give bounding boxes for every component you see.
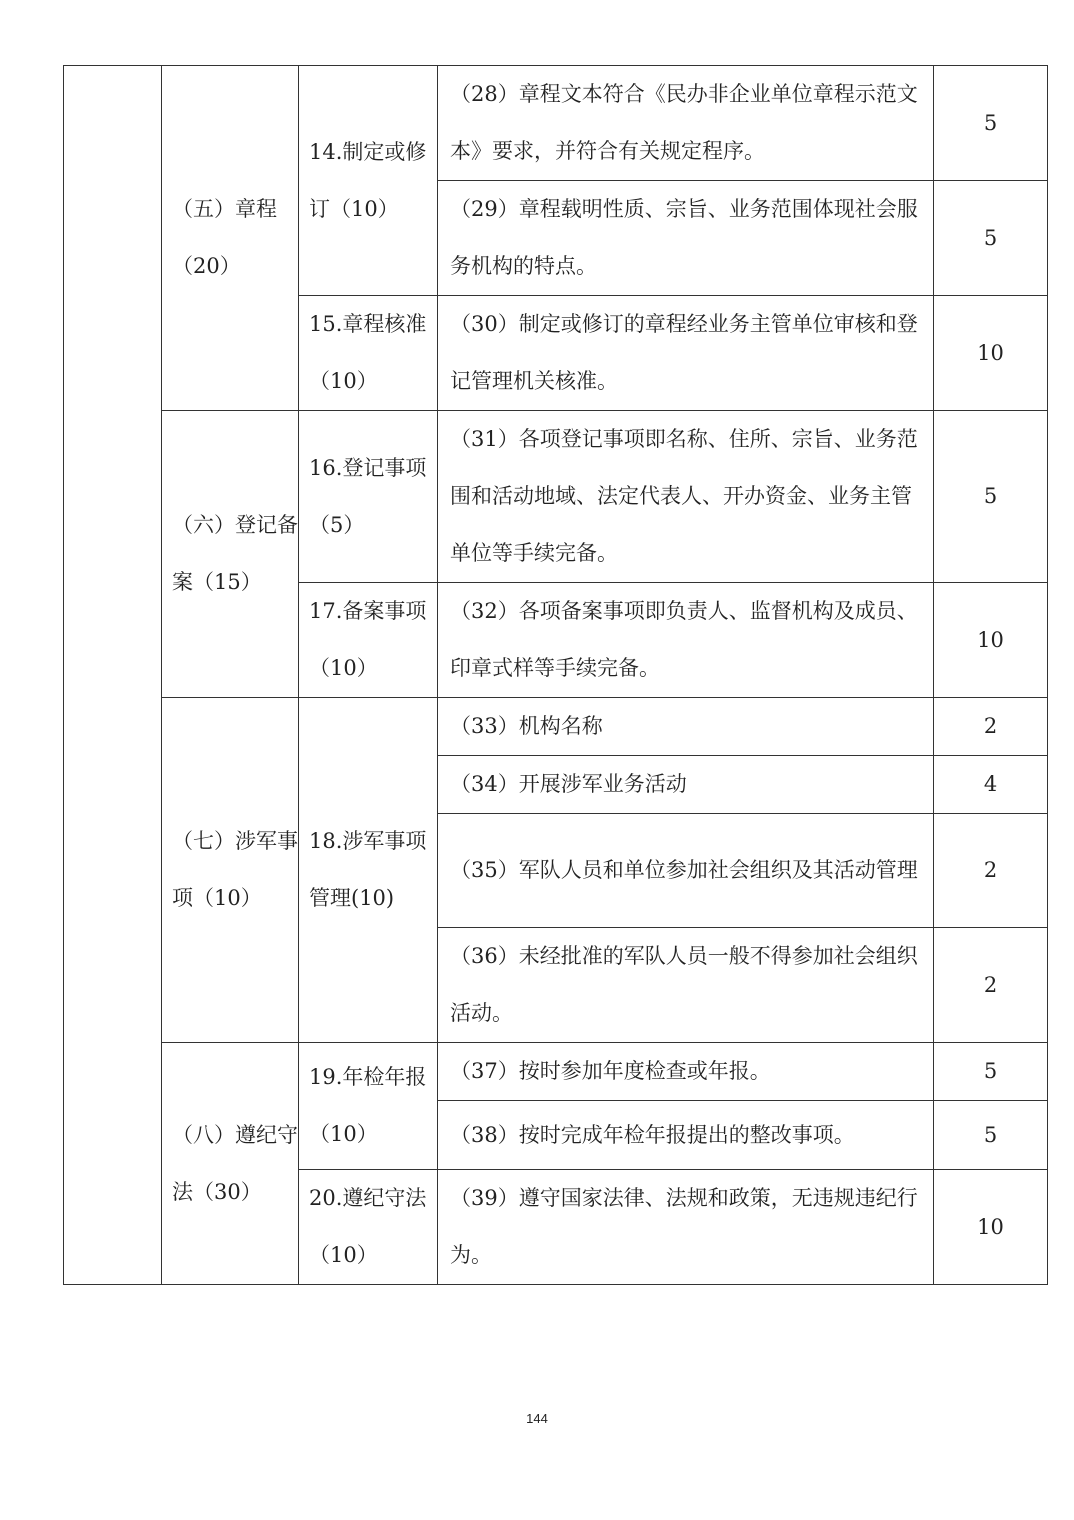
item-score: 10: [934, 296, 1048, 411]
item-score: 10: [934, 1170, 1048, 1285]
subsection-cell: 18.涉军事项管理(10): [299, 698, 438, 1043]
page-number: 144: [526, 1411, 548, 1426]
item-text: （36）未经批准的军队人员一般不得参加社会组织活动。: [438, 928, 934, 1043]
subsection-cell: 16.登记事项（5）: [299, 411, 438, 583]
item-score: 5: [934, 411, 1048, 583]
item-score: 5: [934, 66, 1048, 181]
table-row: [64, 411, 1048, 583]
item-score: 2: [934, 698, 1048, 756]
item-text: （32）各项备案事项即负责人、监督机构及成员、印章式样等手续完备。: [438, 583, 934, 698]
section-cell: （五）章程（20）: [162, 66, 299, 411]
subsection-cell: 20.遵纪守法（10）: [299, 1170, 438, 1285]
item-score: 5: [934, 1043, 1048, 1101]
subsection-cell: 19.年检年报（10）: [299, 1043, 438, 1170]
subsection-cell: 17.备案事项（10）: [299, 583, 438, 698]
table-row: [64, 698, 1048, 756]
item-text: （35）军队人员和单位参加社会组织及其活动管理: [438, 814, 934, 928]
section-cell: （六）登记备案（15）: [162, 411, 299, 698]
item-score: 4: [934, 756, 1048, 814]
item-text: （30）制定或修订的章程经业务主管单位审核和登记管理机关核准。: [438, 296, 934, 411]
item-text: （34）开展涉军业务活动: [438, 756, 934, 814]
item-text: （33）机构名称: [438, 698, 934, 756]
item-text: （28）章程文本符合《民办非企业单位章程示范文本》要求，并符合有关规定程序。: [438, 66, 934, 181]
item-text: （38）按时完成年检年报提出的整改事项。: [438, 1101, 934, 1170]
subsection-cell: 15.章程核准（10）: [299, 296, 438, 411]
item-score: 5: [934, 181, 1048, 296]
item-score: 10: [934, 583, 1048, 698]
item-text: （29）章程载明性质、宗旨、业务范围体现社会服务机构的特点。: [438, 181, 934, 296]
item-score: 5: [934, 1101, 1048, 1170]
item-score: 2: [934, 814, 1048, 928]
evaluation-table: [63, 65, 1048, 1285]
category-cell: [64, 66, 162, 1285]
section-cell: （八）遵纪守法（30）: [162, 1043, 299, 1285]
section-cell: （七）涉军事项（10）: [162, 698, 299, 1043]
item-text: （39）遵守国家法律、法规和政策，无违规违纪行为。: [438, 1170, 934, 1285]
table-row: [64, 1043, 1048, 1101]
item-text: （31）各项登记事项即名称、住所、宗旨、业务范围和活动地域、法定代表人、开办资金、业务主管单位等手续完备。: [438, 411, 934, 583]
item-score: 2: [934, 928, 1048, 1043]
item-text: （37）按时参加年度检查或年报。: [438, 1043, 934, 1101]
table-row: [64, 66, 1048, 181]
subsection-cell: 14.制定或修订（10）: [299, 66, 438, 296]
